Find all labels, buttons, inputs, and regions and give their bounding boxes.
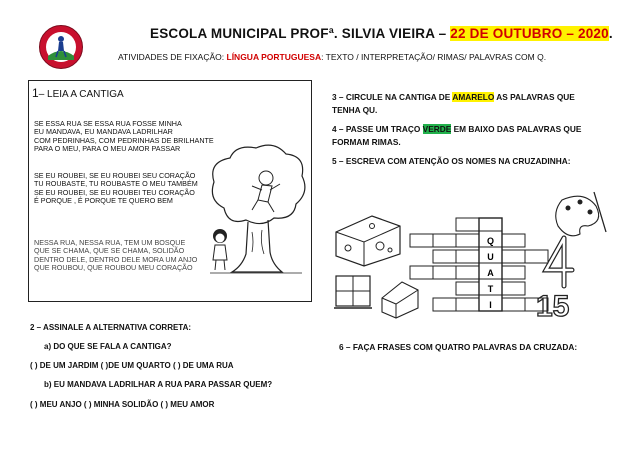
- q4-line-2: FORMAM RIMAS.: [332, 137, 401, 147]
- question-2a: a) DO QUE SE FALA A CANTIGA?: [44, 342, 172, 351]
- stanza-3: [34, 239, 197, 273]
- page-subtitle: [118, 52, 546, 62]
- number-four-icon: [546, 238, 572, 286]
- crossword-grid: [410, 218, 548, 311]
- stanza-2: [34, 172, 198, 206]
- subtitle-topics: : TEXTO / INTERPRETAÇÃO/ RIMAS/ PALAVRAS COM Q.: [321, 52, 547, 62]
- stanza-line: NESSA RUA, NESSA RUA, TEM UM BOSQUE: [34, 238, 186, 247]
- crossword-letter: U: [487, 252, 494, 262]
- number-fifteen-text: 15: [536, 290, 570, 323]
- stanza-line: QUE ROUBOU, QUE ROUBOU MEU CORAÇÃO: [34, 263, 193, 273]
- question-2-title: 2 – ASSINALE A ALTERNATIVA CORRETA:: [30, 323, 192, 332]
- question-3: [332, 92, 575, 102]
- subtitle-prefix: ATIVIDADES DE FIXAÇÃO:: [118, 52, 225, 62]
- stanza-line: SE ESSA RUA SE ESSA RUA FOSSE MINHA: [34, 119, 182, 128]
- stanza-line: SE EU ROUBEI, SE EU ROUBEI SEU CORAÇÃO: [34, 171, 196, 180]
- q3-text: 3 – CIRCULE NA CANTIGA DE: [332, 92, 453, 102]
- stanza-1: [34, 120, 214, 154]
- school-logo-icon: [38, 24, 84, 70]
- question-2a-options: ( ) DE UM JARDIM ( )DE UM QUARTO ( ) DE UMA RUA: [30, 361, 234, 370]
- cheese-icon: [336, 216, 400, 266]
- q4-highlight: VERDE: [422, 124, 452, 134]
- crossword-letter: I: [489, 300, 492, 310]
- page-title: [150, 26, 613, 41]
- reading-heading: [32, 86, 124, 100]
- question-2b: b) EU MANDAVA LADRILHAR A RUA PARA PASSAR QUEM?: [44, 380, 273, 389]
- cake-icon: [382, 282, 418, 318]
- reading-title: – LEIA A CANTIGA: [38, 89, 124, 100]
- crossword-letter: Q: [486, 236, 495, 246]
- crossword-letter: A: [487, 268, 494, 278]
- q4-text: 4 – PASSE UM TRAÇO: [332, 124, 423, 134]
- stanza-line: EU MANDAVA, EU MANDAVA LADRILHAR: [34, 127, 173, 137]
- crossword-puzzle: [332, 186, 614, 326]
- stanza-line: COM PEDRINHAS, COM PEDRINHAS DE BRILHANTE: [34, 135, 214, 145]
- question-5: 5 – ESCREVA COM ATENÇÃO OS NOMES NA CRUZADINHA:: [332, 156, 571, 166]
- question-2b-options: ( ) MEU ANJO ( ) MINHA SOLIDÃO ( ) MEU AMOR: [30, 400, 215, 409]
- window-icon: [334, 276, 372, 308]
- q3-text-2: AS PALAVRAS QUE: [494, 92, 575, 102]
- question-4: [332, 124, 581, 134]
- stanza-line: TU ROUBASTE, TU ROUBASTE O MEU TAMBÉM: [34, 179, 198, 189]
- stanza-line: SE EU ROUBEI, SE EU ROUBEI TEU CORAÇÃO: [34, 187, 195, 197]
- stanza-line: QUE SE CHAMA, QUE SE CHAMA, SOLIDÃO: [34, 246, 185, 256]
- subtitle-subject: LÍNGUA PORTUGUESA: [226, 52, 322, 62]
- title-end: .: [608, 26, 613, 41]
- q3-highlight: AMARELO: [452, 92, 495, 102]
- tree-illustration-icon: [202, 142, 310, 284]
- crossword-letter: T: [487, 284, 494, 294]
- q3-line-2: TENHA QU.: [332, 105, 378, 115]
- stanza-line: DENTRO DELE, DENTRO DELE MORA UM ANJO: [34, 254, 198, 264]
- reading-number: 1: [32, 86, 39, 100]
- title-date: 22 DE OUTUBRO – 2020: [450, 26, 609, 41]
- palette-icon: [556, 192, 606, 236]
- stanza-line: É PORQUE , É PORQUE TE QUERO BEM: [34, 196, 173, 206]
- question-6: 6 – FAÇA FRASES COM QUATRO PALAVRAS DA CRUZADA:: [339, 342, 578, 352]
- q4-text-2: EM BAIXO DAS PALAVRAS QUE: [451, 124, 582, 134]
- title-main: ESCOLA MUNICIPAL PROFª. SILVIA VIEIRA –: [150, 26, 447, 41]
- stanza-line: PARA O MEU, PARA O MEU AMOR PASSAR: [34, 144, 181, 154]
